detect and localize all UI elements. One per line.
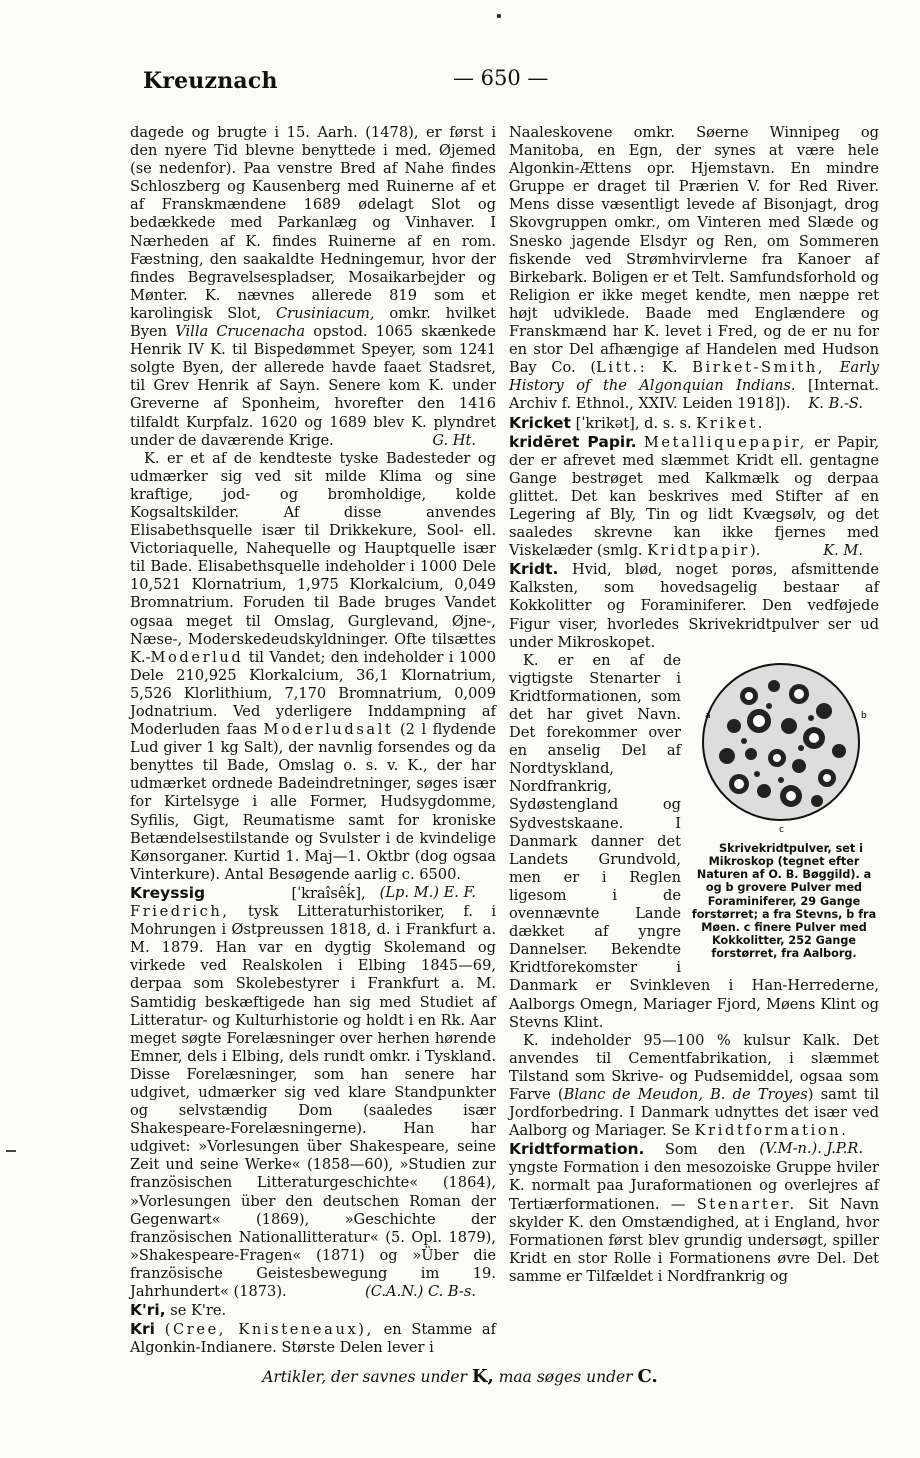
signature: (Lp. M.) E. F. — [379, 883, 476, 901]
kreuznach-bath-paragraph: K. er et af de kendteste tyske Badesteder og udmærker sig ved sit milde Klima og sine kraftige, jod- og bromholdige, kolde Kogsaltskilder. Af disse anvendes Elisabethsquelle især til Drikkekure, Sool- ell. Victoriaquelle, Nahequelle og Hauptquelle især til Bade. Elisabethsquelle indeholder i 1000 Dele 10,521 Klornatrium, 1,975 Klorkalcium, 0,049 Bromnatrium. Foruden til Bade bruges Vandet ogsaa meget til Omslag, Gurglevand, Øjne-, Næse-, Moderskedeudskyldninger. Ofte tilsættes K.-Moderlud til Vandet; den indeholder i 1000 Dele 210,925 Klorkalcium, 36,1 Klornatrium, 5,526 Klorlithium, 7,170 Bromnatrium, 0,009 Jodnatrium. Ved yderligere Inddampning af Moderluden faas Moderludsalt (2 l flydende Lud giver 1 kg Salt), der navnlig forsendes og da benyttes til Bade, Omslag o. s. v. K., der har udmærket ordnede Badeindretninger, søges især for Kirtelsyge i alle Former, Hudsygdomme, Syfilis, Gigt, Reumatisme samt for kroniske Betændelsestilstande og Svulster i de kvindelige Kønsorganer. Kurtid 1. Maj—1. Oktbr (dog ogsaa Vinterkure). Antal Besøgende aarlig c. 6500. (Lp. M.) E. F. — [130, 449, 496, 901]
right-column — [509, 124, 879, 1286]
headword: Kridt. — [509, 560, 559, 579]
kri-continuation: Naaleskovene omkr. Søerne Winnipeg og Manitoba, en Egn, der synes at være hele Algonkin-Ættens opr. Hjemstavn. En mindre Gruppe er draget til Prærien V. for Red River. Mens disse væsentligt levede af Bisonjagt, drog Skovgruppen omkr., om Vinteren med Slæde og Snesko jagende Elsdyr og Ren, om Sommeren fiskende ved Strømhvirvlerne fra Kanoer af Birkebark. Boligen er et Telt. Samfundsforhold og Religion er ikke meget kendte, men næppe ret højt udviklede. Baade med Englændere og Franskmænd har K. levet i Fred, og de er nu for en stor Del afhængige af Handelen med Hudson Bay Co. (Litt.: K. Birket-Smith, Early History of the Algonquian Indians. [Internat. Archiv f. Ethnol., XXIV. Leiden 1918]). K. B.-S. — [509, 124, 879, 413]
figure-label-b: b — [861, 710, 867, 721]
signature: K. M. — [823, 542, 863, 560]
entry-kri: Kri (Cree, Knisteneaux), en Stamme af Algonkin-Indianere. Største Delen lever i — [130, 1320, 497, 1357]
chalk-microscope-figure — [689, 656, 879, 961]
page-number: — 650 — — [453, 66, 549, 90]
entry-kreyssig: Kreyssig [ˈkraîsêḱ], Friedrich, tysk Litteraturhistoriker, f. i Mohrungen i Østpreussen 1818, d. i Frankfurt a. M. 1879. Han var en dygtig Skolemand og virkede ved Realskolen i Elbing 1845—69, derpaa som Skolebestyrer i Frankfurt a. M. Samtidig beskæftigede han sig med Studiet af Litteratur- og Kulturhistorie og holdt i en Rk. Aar meget søgte Forelæsninger over herhen hørende Emner, dels i Elbing, dels rundt omkr. i Tyskland. Disse Forelæsninger, som han senere har udgivet, udmærker sig ved klare Standpunkter og selvstændig Dom (saaledes især Shakespeare-Forelæsningerne). Han har udgivet: »Vorlesungen über Shakespeare, seine Zeit und seine Werke« (1858—60), »Studien zur französischen Litteraturgeschichte« (1864), »Vorlesungen über den deutschen Roman der Gegenwart« (1869), »Geschichte der französischen Nationallitteratur« (5. Opl. 1879), »Shakespeare-Fragen« (1871) og »Über die französische Geistesbewegung im 19. Jahrhundert« (1873). (C.A.N.) C. B-s. — [130, 883, 496, 1300]
figure-caption: Skrivekridtpulver, set i Mikroskop (tegnet efter Naturen af O. B. Bøggild). a og b grovere Pulver med Foraminiferer, 29 Gange forstørret; a fra Stevns, b fra Møen. c finere Pulver med Kokkolitter, 252 Gange forstørret, fra Aalborg. — [691, 841, 877, 961]
margin-mark — [6, 1150, 16, 1152]
signature: G. Ht. — [432, 431, 476, 449]
headword: kridēret Papir. — [509, 432, 637, 451]
signature: (V.M-n.). J.P.R. — [759, 1140, 863, 1158]
entry-kridt: Kridt. Hvid, blød, noget porøs, afsmittende Kalksten, som hovedsagelig bestaar af Kokkolitter og Foraminiferer. Den vedføjede Figur viser, hvorledes Skrivekridtpulver ser ud under Mikroskopet. — [509, 560, 879, 651]
figure-label-c: c — [779, 824, 784, 835]
entry-kri-ref: K'ri, se K're. — [130, 1301, 227, 1320]
signature: (C.A.N.) C. B-s. — [365, 1283, 476, 1300]
headword: Kricket — [509, 413, 571, 432]
headword: Kreyssig — [130, 883, 206, 902]
footer-note: Artikler, der savnes under K, maa søges under C. — [262, 1366, 658, 1387]
kridt-occurrence-paragraph: a b c Skrivekridtpulver, set i Mikroskop (tegnet efter Naturen af O. B. Bøggild). a og b grovere Pulver med Foraminiferer, 29 Gange forstørret; a fra Stevns, b fra Møen. c finere Pulver med Kokkolitter, 252 Gange forstørret, fra Aalborg. K. er en af de vigtigste Stenarter i Kridtformationen, som det har givet Navn. Det forekommer over en anselig Del af Nordtyskland, Nordfrankrig, Sydøstengland og Sydvestskaane. I Danmark danner det Landets Grundvold, men er i Reglen ligesom i de ovennævnte Lande dækket af yngre Dannelser. Bekendte Kridtforekomster i Danmark er Svinkleven i Han-Herrederne, Aalborgs Omegn, Mariager Fjord, Møens Klint og Stevns Klint. — [509, 651, 879, 1031]
left-column — [130, 124, 496, 1357]
headword: K'ri, — [130, 1301, 166, 1320]
kreuznach-continuation: dagede og brugte i 15. Aarh. (1478), er først i den nyere Tid blevne benyttede i med. Øjemed (se nedenfor). Paa venstre Bred af Nahe findes Schloszberg og Kausenberg med Ruinerne af et af Franskmændene 1689 ødelagt Slot og bedækkede med Parkanlæg og Vinhaver. I Nærheden af K. findes Ruinerne af en rom. Fæstning, den saakaldte Hedningemur, hvor der findes Begravelsespladser, Mosaikarbejder og Mønter. K. nævnes allerede 819 som et karolingisk Slot, Crusiniacum, omkr. hvilket Byen Villa Crucenacha opstod. 1065 skænkede Henrik IV K. til Bispedømmet Speyer, som 1241 solgte Byen, der allerede havde faaet Stadsret, til Grev Henrik af Sayn. Senere kom K. under Greverne af Sponheim, hvorefter den 1416 tilfaldt Kurpfalz. 1620 og 1689 blev K. plyndret under de daværende Krige. G. Ht. — [130, 124, 496, 449]
entry-krideret-papir: kridēret Papir. Metalliquepapir, er Papir, der er afrevet med slæmmet Kridt ell. gentagne Gange bestrøget med Kalkmælk og derpaa glittet. Det kan beskrives med Stifter af en Legering af Bly, Tin og lidt Kvægsølv, og det saaledes skrevne kan ikke fjernes med Viskelæder (smlg. Kridtpapir). K. M. — [509, 432, 880, 560]
figure-label-a: a — [705, 710, 711, 721]
kridt-composition-paragraph: K. indeholder 95—100 % kulsur Kalk. Det anvendes til Cementfabrikation, i slæmmet Tilstand som Skrive- og Pudsemiddel, ogsaa som Farve (Blanc de Meudon, B. de Troyes) samt til Jordforbedring. I Danmark udnyttes det især ved Aalborg og Mariager. Se Kridtformation. (V.M-n.). J.P.R. — [509, 1031, 879, 1158]
microscope-chalk-illustration — [699, 656, 869, 836]
print-speck — [497, 14, 501, 18]
headword: Kridtformation. — [509, 1140, 645, 1159]
entry-kridtformation: Kridtformation. Som den yngste Formation i den mesozoiske Gruppe hviler K. normalt paa Juraformationen og overlejres af Tertiærformationen. — Stenarter. Sit Navn skylder K. den Omstændighed, at i England, hvor Formationen først blev grundig undersøgt, spiller Kridt en stor Rolle i Formationens øvre Del. Det samme er Tilfældet i Nordfrankrig og — [509, 1140, 880, 1285]
signature: K. B.-S. — [808, 395, 863, 413]
entry-kricket: Kricket [ˈkrikət], d. s. s. Kriket. — [509, 413, 766, 432]
headword: Kri — [130, 1320, 155, 1339]
running-headword: Kreuznach — [143, 68, 278, 94]
